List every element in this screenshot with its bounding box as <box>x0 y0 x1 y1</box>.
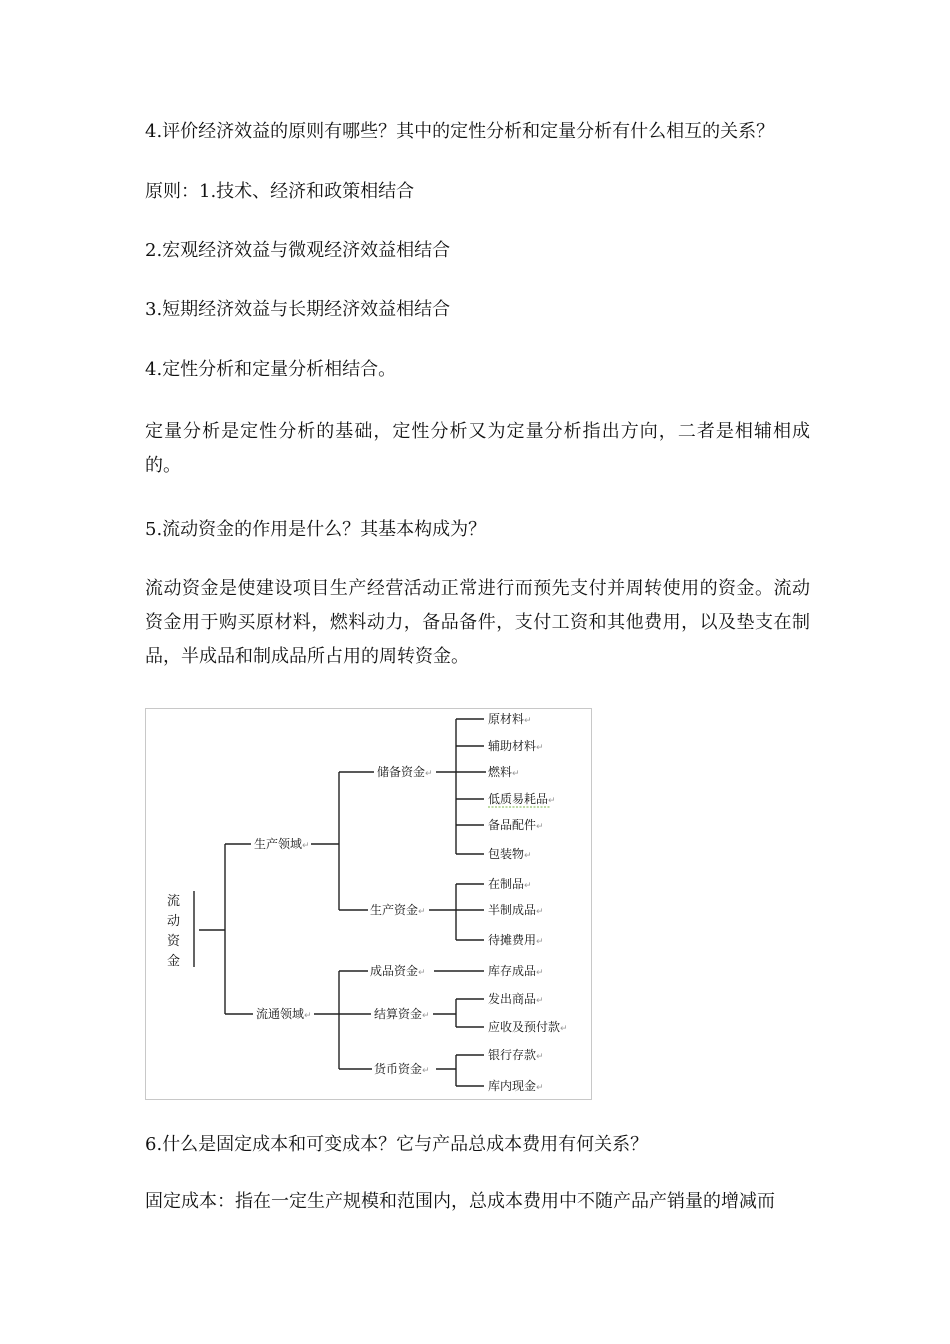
tree-connectors <box>194 719 486 1086</box>
node-finished-goods-funds: 成品资金↵ <box>370 964 426 978</box>
leaf-semi-finished: 半制成品↵ <box>488 903 544 917</box>
leaf-work-in-process: 在制品↵ <box>488 877 532 891</box>
leaf-packaging: 包装物↵ <box>488 847 532 861</box>
working-capital-tree-diagram <box>145 708 592 1100</box>
node-circulation-domain: 流通领域↵ <box>256 1007 312 1021</box>
root-char-4: 金 <box>167 954 181 969</box>
leaf-low-value-consumables: 低质易耗品↵ <box>488 792 556 806</box>
q4-principle-1: 原则：1.技术、经济和政策相结合 <box>145 181 415 202</box>
q5-body-paragraph: 流动资金是使建设项目生产经营活动正常进行而预先支付并周转使用的资金。流动资金用于购买原材料，燃料动力，备品备件，支付工资和其他费用，以及垫支在制品，半成品和制成品所占用的周转资金。 <box>145 578 810 667</box>
leaf-finished-goods-inventory: 库存成品↵ <box>488 964 544 978</box>
q6-body-line: 固定成本：指在一定生产规模和范围内，总成本费用中不随产品产销量的增减而 <box>145 1191 775 1212</box>
q6-heading: 6.什么是固定成本和可变成本？它与产品总成本费用有何关系？ <box>145 1134 649 1155</box>
node-production-domain: 生产领域↵ <box>254 837 310 851</box>
root-char-3: 资 <box>167 934 181 949</box>
leaf-auxiliary-materials: 辅助材料↵ <box>488 739 544 753</box>
node-production-funds: 生产资金↵ <box>370 903 426 917</box>
leaf-bank-deposits: 银行存款↵ <box>488 1048 544 1062</box>
node-settlement-funds: 结算资金↵ <box>374 1007 430 1021</box>
root-char-1: 流 <box>167 894 181 909</box>
q4-principle-4: 4.定性分析和定量分析相结合。 <box>145 359 397 380</box>
leaf-deferred-expenses: 待摊费用↵ <box>488 933 544 947</box>
leaf-cash-on-hand: 库内现金↵ <box>488 1079 544 1093</box>
q4-relation-paragraph: 定量分析是定性分析的基础，定性分析又为定量分析指出方向，二者是相辅相成的。 <box>145 421 810 476</box>
leaf-receivables-prepayments: 应收及预付款↵ <box>488 1020 568 1034</box>
tree-svg <box>146 709 591 1099</box>
leaf-goods-shipped: 发出商品↵ <box>488 992 544 1006</box>
leaf-spare-parts: 备品配件↵ <box>488 818 544 832</box>
q4-heading: 4.评价经济效益的原则有哪些？其中的定性分析和定量分析有什么相互的关系？ <box>145 121 775 142</box>
root-char-2: 动 <box>167 914 181 929</box>
leaf-fuel: 燃料↵ <box>488 765 520 779</box>
leaf-raw-materials: 原材料↵ <box>488 712 532 726</box>
q4-principle-2: 2.宏观经济效益与微观经济效益相结合 <box>145 240 451 261</box>
node-monetary-funds: 货币资金↵ <box>374 1062 430 1076</box>
node-reserve-funds: 储备资金↵ <box>377 765 433 779</box>
q4-principle-3: 3.短期经济效益与长期经济效益相结合 <box>145 299 451 320</box>
q5-heading: 5.流动资金的作用是什么？其基本构成为？ <box>145 519 487 540</box>
